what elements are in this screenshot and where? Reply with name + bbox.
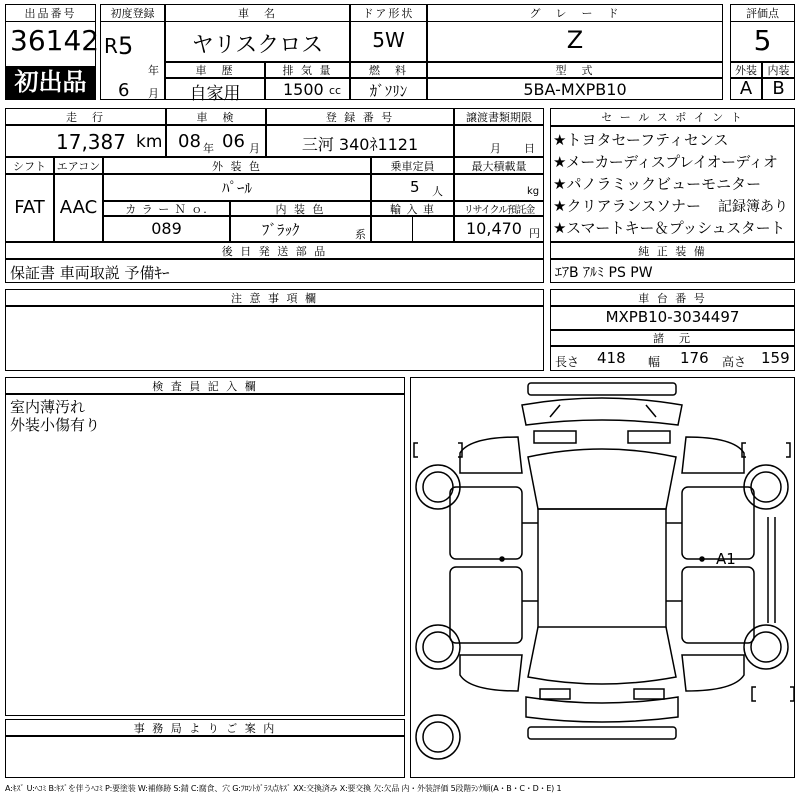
chassis-value: MXPB10-3034497 (605, 308, 740, 326)
fuel-label: 燃 料 (350, 62, 427, 78)
first-reg-month-unit: 月 (148, 87, 159, 100)
aircon-label: エアコン (54, 157, 103, 174)
notes-label: 注 意 事 項 欄 (5, 289, 544, 306)
inspection-month: 06 (222, 131, 245, 152)
displacement-value: 1500 (283, 80, 324, 99)
grade-label: グ レ ー ド (427, 4, 723, 22)
recycle-value: 10,470 (466, 219, 522, 238)
legend-text: A:ｷｽﾞ U:ﾍｺﾐ B:ｷｽﾞを伴うﾍｺﾐ P:要塗装 W:補修跡 S:錆 C:腐食、穴 G:ﾌﾛﾝﾄｶﾞﾗｽ点ｷｽﾞ XX:交換済み X:要交換 欠:欠品 内・外装評価 5段階ﾗﾝｸ順(A・B・C・D・E) 1 (5, 784, 562, 793)
selling-point-2: ★メーカーディスプレイオーディオ (553, 153, 778, 171)
transfer-label: 譲渡書類期限 (454, 108, 544, 125)
car-name-label: 車 名 (165, 4, 350, 22)
capacity-unit: 人 (432, 185, 443, 198)
later-parts-label: 後 日 発 送 部 品 (5, 242, 544, 259)
width-label: 幅 (648, 355, 661, 369)
door-label: ドア形状 (350, 4, 427, 22)
inspector-line-1: 室内薄汚れ (10, 398, 86, 416)
color-no-value: 089 (151, 219, 182, 238)
plate-label: 登 録 番 号 (266, 108, 454, 125)
length-value: 418 (597, 349, 626, 367)
first-reg-label: 初度登録 (100, 4, 165, 22)
aircon-value: AAC (59, 197, 98, 218)
car-name-value: ヤリスクロス (191, 33, 324, 58)
displacement-unit: cc (329, 84, 342, 97)
mileage-value: 17,387 (56, 130, 126, 154)
recycle-unit: 円 (529, 227, 540, 240)
inspector-label: 検 査 員 記 入 欄 (5, 377, 405, 394)
height-value: 159 (761, 349, 790, 367)
history-value: 自家用 (189, 84, 241, 104)
int-color-value: ﾌﾞﾗｯｸ (262, 221, 300, 239)
fuel-value: ｶﾞｿﾘﾝ (369, 82, 408, 100)
capacity-value: 5 (410, 178, 420, 196)
dims-box (550, 346, 795, 371)
int-color-label: 内 装 色 (230, 201, 371, 216)
first-listing-badge: 初出品 (6, 66, 95, 99)
load-label: 最大積載量 (454, 157, 544, 174)
score-label: 評価点 (730, 4, 795, 22)
import-divider (412, 216, 413, 242)
selling-point-5: ★スマートキー＆プッシュスタート (553, 219, 785, 237)
color-no-label: カ ラ ー Ｎ ｏ. (103, 201, 230, 216)
ext-color-label: 外 装 色 (103, 157, 371, 174)
model-label: 型 式 (427, 62, 723, 78)
recycle-label: リサイクル預託金 (454, 201, 544, 216)
int-color-unit: 系 (355, 228, 366, 241)
dims-label: 諸 元 (550, 330, 795, 346)
load-unit: kg (527, 186, 540, 197)
chassis-label: 車 台 番 号 (550, 289, 795, 306)
inspection-label: 車 検 (166, 108, 266, 125)
ext-grade-value: A (739, 78, 753, 99)
car-diagram (410, 377, 795, 778)
capacity-label: 乗車定員 (371, 157, 454, 174)
shift-value: FAT (14, 197, 45, 218)
genuine-value: ｴｱB ｱﾙﾐ PS PW (555, 265, 653, 281)
mileage-label: 走 行 (5, 108, 166, 125)
width-value: 176 (680, 349, 709, 367)
int-color-box (230, 216, 371, 242)
office-box (5, 736, 405, 778)
int-grade-value: B (772, 78, 785, 99)
inspector-box (5, 394, 405, 716)
selling-point-1: ★トヨタセーフティセンス (553, 131, 729, 149)
lot-label: 出品番号 (5, 4, 96, 22)
score-value: 5 (753, 24, 772, 57)
ext-grade-label: 外装 (730, 62, 762, 78)
lot-number: 36142 (10, 24, 100, 57)
import-label: 輸 入 車 (371, 201, 454, 216)
first-reg-era: R (104, 34, 118, 58)
first-reg-year-unit: 年 (148, 64, 159, 77)
model-value: 5BA-MXPB10 (523, 80, 627, 99)
length-label: 長さ (555, 355, 580, 369)
inspection-year: 08 (178, 131, 201, 152)
office-label: 事 務 局 よ り ご 案 内 (5, 719, 405, 736)
inspector-line-2: 外装小傷有り (10, 416, 101, 434)
first-reg-month: 6 (118, 80, 130, 101)
genuine-label: 純 正 装 備 (550, 242, 795, 259)
selling-point-3: ★パノラミックビューモニター (553, 175, 762, 193)
mileage-unit: km (136, 132, 163, 152)
first-reg-year: 5 (118, 32, 134, 60)
transfer-month-unit: 月 (490, 142, 501, 155)
height-label: 高さ (722, 355, 747, 369)
inspection-year-unit: 年 (203, 142, 214, 155)
damage-mark-a1: A1 (716, 550, 736, 568)
displacement-label: 排 気 量 (265, 62, 350, 78)
grade-value: Z (566, 26, 584, 54)
shift-label: シフト (5, 157, 54, 174)
selling-points-label: セ ー ル ス ポ イ ン ト (550, 108, 795, 126)
transfer-day-unit: 日 (524, 142, 535, 155)
history-label: 車 歴 (165, 62, 265, 78)
notes-box (5, 306, 544, 371)
door-value: 5W (372, 28, 405, 52)
int-grade-label: 内装 (762, 62, 795, 78)
later-parts-value: 保証書 車両取説 予備ｷｰ (10, 264, 170, 282)
inspection-month-unit: 月 (249, 142, 260, 155)
selling-point-4: ★クリアランスソナー (553, 197, 701, 215)
selling-point-extra: 記録簿あり (718, 199, 788, 215)
ext-color-value: ﾊﾟｰﾙ (221, 179, 252, 197)
plate-value: 三河 340ﾈ1121 (301, 135, 419, 154)
